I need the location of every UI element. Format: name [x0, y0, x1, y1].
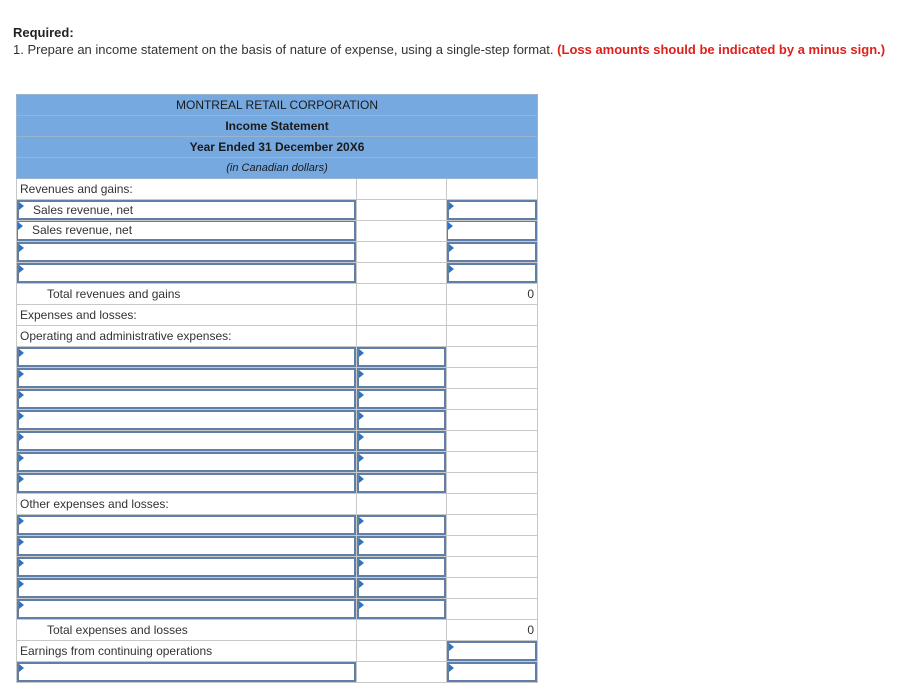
opex-account-select-4[interactable] [17, 410, 356, 430]
other-account-select-2[interactable] [17, 536, 356, 556]
earnings-label: Earnings from continuing operations [17, 641, 357, 662]
input-marker-icon [359, 433, 364, 441]
other-amount-input-3[interactable] [357, 557, 446, 577]
revenue-account-select-1[interactable] [17, 200, 356, 220]
revenue-amount-input-1[interactable] [447, 200, 537, 220]
earnings-amount-input[interactable] [447, 641, 537, 661]
table-row [17, 305, 538, 326]
dropdown-marker-icon [19, 580, 24, 588]
total-expenses-row [17, 620, 538, 641]
opex-label-cell-4 [17, 410, 357, 431]
opex-amount-input-6[interactable] [357, 452, 446, 472]
header-row-title [17, 116, 538, 137]
opex-amount-input-7[interactable] [357, 473, 446, 493]
other-label-cell-4 [17, 578, 357, 599]
total-revenues-value: 0 [447, 284, 538, 305]
opex-label-cell-2 [17, 368, 357, 389]
revenue-amount-input-3[interactable] [447, 242, 537, 262]
opex-account-select-3[interactable] [17, 389, 356, 409]
other-label-cell-3 [17, 557, 357, 578]
table-row [17, 599, 538, 620]
empty-cell [447, 347, 538, 368]
empty-cell [357, 662, 447, 683]
loss-note: (Loss amounts should be indicated by a minus sign.) [557, 42, 886, 57]
final-amount-input[interactable] [447, 662, 537, 682]
other-amount-cell-4 [357, 578, 447, 599]
other-label-cell-1 [17, 515, 357, 536]
empty-cell [447, 410, 538, 431]
opex-amount-cell-4 [357, 410, 447, 431]
empty-cell [447, 599, 538, 620]
empty-cell [447, 431, 538, 452]
opex-account-select-7[interactable] [17, 473, 356, 493]
empty-cell [447, 473, 538, 494]
table-row [17, 662, 538, 683]
currency-note: (in Canadian dollars) [17, 158, 538, 179]
other-amount-cell-3 [357, 557, 447, 578]
table-row [17, 536, 538, 557]
input-marker-icon [359, 580, 364, 588]
empty-cell [357, 641, 447, 662]
revenue-amount-input-2[interactable] [447, 221, 537, 241]
empty-cell [357, 305, 447, 326]
input-marker-icon [359, 538, 364, 546]
revenue-label-cell-4 [17, 263, 357, 284]
table-row [17, 221, 538, 242]
input-marker-icon [359, 601, 364, 609]
input-marker-icon [359, 370, 364, 378]
requirement-text [13, 41, 893, 58]
opex-account-select-1[interactable] [17, 347, 356, 367]
dropdown-marker-icon [19, 265, 24, 273]
revenue-account-value-2: Sales revenue, net [32, 223, 133, 237]
empty-cell [447, 305, 538, 326]
input-marker-icon [448, 222, 453, 230]
dropdown-marker-icon [19, 664, 24, 672]
revenue-account-select-3[interactable] [17, 242, 356, 262]
empty-cell [357, 200, 447, 221]
input-marker-icon [449, 202, 454, 210]
empty-cell [357, 620, 447, 641]
revenue-account-select-4[interactable] [17, 263, 356, 283]
revenue-account-value-1: Sales revenue, net [33, 203, 134, 217]
expenses-losses-label: Expenses and losses: [17, 305, 357, 326]
opex-amount-cell-5 [357, 431, 447, 452]
dropdown-marker-icon [19, 433, 24, 441]
empty-cell [447, 494, 538, 515]
revenue-amount-cell-2 [447, 221, 538, 242]
empty-cell [357, 326, 447, 347]
opex-label-cell-3 [17, 389, 357, 410]
empty-cell [447, 368, 538, 389]
other-account-select-3[interactable] [17, 557, 356, 577]
dropdown-marker-icon [19, 391, 24, 399]
dropdown-marker-icon [19, 538, 24, 546]
other-amount-input-2[interactable] [357, 536, 446, 556]
input-marker-icon [359, 517, 364, 525]
other-amount-input-5[interactable] [357, 599, 446, 619]
empty-cell [357, 221, 447, 242]
empty-cell [357, 263, 447, 284]
opex-amount-input-1[interactable] [357, 347, 446, 367]
other-label-cell-2 [17, 536, 357, 557]
empty-cell [447, 389, 538, 410]
dropdown-marker-icon [19, 244, 24, 252]
opex-label-cell-1 [17, 347, 357, 368]
requirement-instruction: 1. Prepare an income statement on the basis of nature of expense, using a single-step format. [13, 42, 554, 57]
revenues-gains-label: Revenues and gains: [17, 179, 357, 200]
table-row [17, 452, 538, 473]
total-revenues-row [17, 284, 538, 305]
required-heading: Required: [13, 25, 74, 40]
table-row [17, 494, 538, 515]
other-account-select-5[interactable] [17, 599, 356, 619]
dropdown-marker-icon [18, 222, 23, 230]
input-marker-icon [449, 643, 454, 651]
empty-cell [447, 179, 538, 200]
table-row [17, 578, 538, 599]
statement-period: Year Ended 31 December 20X6 [17, 137, 538, 158]
input-marker-icon [449, 265, 454, 273]
empty-cell [447, 515, 538, 536]
table-row [17, 515, 538, 536]
company-name: MONTREAL RETAIL CORPORATION [17, 95, 538, 116]
revenue-amount-cell-3 [447, 242, 538, 263]
opex-amount-input-2[interactable] [357, 368, 446, 388]
opex-label-cell-7 [17, 473, 357, 494]
total-expenses-label: Total expenses and losses [17, 620, 357, 641]
other-account-select-4[interactable] [17, 578, 356, 598]
dropdown-marker-icon [19, 370, 24, 378]
header-row-company [17, 95, 538, 116]
statement-title: Income Statement [17, 116, 538, 137]
empty-cell [357, 179, 447, 200]
empty-cell [447, 536, 538, 557]
input-marker-icon [449, 664, 454, 672]
empty-cell [447, 557, 538, 578]
opex-account-select-2[interactable] [17, 368, 356, 388]
empty-cell [447, 452, 538, 473]
dropdown-marker-icon [19, 202, 24, 210]
other-expenses-label: Other expenses and losses: [17, 494, 357, 515]
dropdown-marker-icon [19, 559, 24, 567]
earnings-amount-cell [447, 641, 538, 662]
revenue-label-cell-2 [17, 221, 357, 242]
other-amount-input-1[interactable] [357, 515, 446, 535]
operating-admin-label: Operating and administrative expenses: [17, 326, 357, 347]
table-row [17, 389, 538, 410]
table-row [17, 368, 538, 389]
table-row [17, 557, 538, 578]
requirement-block [13, 24, 893, 58]
empty-cell [447, 578, 538, 599]
total-revenues-label: Total revenues and gains [17, 284, 357, 305]
input-marker-icon [359, 559, 364, 567]
other-amount-cell-2 [357, 536, 447, 557]
opex-amount-cell-1 [357, 347, 447, 368]
revenue-amount-cell-4 [447, 263, 538, 284]
dropdown-marker-icon [19, 517, 24, 525]
opex-amount-cell-6 [357, 452, 447, 473]
table-row [17, 200, 538, 221]
opex-amount-input-4[interactable] [357, 410, 446, 430]
revenue-amount-input-4[interactable] [447, 263, 537, 283]
input-marker-icon [359, 454, 364, 462]
opex-amount-cell-7 [357, 473, 447, 494]
total-expenses-value: 0 [447, 620, 538, 641]
input-marker-icon [359, 412, 364, 420]
opex-amount-cell-3 [357, 389, 447, 410]
dropdown-marker-icon [19, 475, 24, 483]
table-row [17, 410, 538, 431]
final-account-select[interactable] [17, 662, 356, 682]
header-row-currency [17, 158, 538, 179]
other-amount-cell-1 [357, 515, 447, 536]
opex-label-cell-6 [17, 452, 357, 473]
opex-account-select-5[interactable] [17, 431, 356, 451]
header-row-period [17, 137, 538, 158]
other-amount-input-4[interactable] [357, 578, 446, 598]
empty-cell [357, 494, 447, 515]
final-amount-cell [447, 662, 538, 683]
table-row [17, 263, 538, 284]
opex-amount-input-3[interactable] [357, 389, 446, 409]
income-statement-table [16, 94, 538, 683]
input-marker-icon [359, 391, 364, 399]
dropdown-marker-icon [19, 601, 24, 609]
input-marker-icon [449, 244, 454, 252]
other-account-select-1[interactable] [17, 515, 356, 535]
opex-label-cell-5 [17, 431, 357, 452]
revenue-amount-cell-1 [447, 200, 538, 221]
table-row [17, 473, 538, 494]
input-marker-icon [359, 349, 364, 357]
table-row [17, 347, 538, 368]
dropdown-marker-icon [19, 412, 24, 420]
empty-cell [357, 284, 447, 305]
other-label-cell-5 [17, 599, 357, 620]
dropdown-marker-icon [19, 349, 24, 357]
opex-amount-cell-2 [357, 368, 447, 389]
final-label-cell [17, 662, 357, 683]
empty-cell [357, 242, 447, 263]
revenue-account-select-2[interactable] [17, 221, 356, 241]
table-row [17, 179, 538, 200]
other-amount-cell-5 [357, 599, 447, 620]
dropdown-marker-icon [19, 454, 24, 462]
empty-cell [447, 326, 538, 347]
table-row [17, 242, 538, 263]
opex-account-select-6[interactable] [17, 452, 356, 472]
input-marker-icon [359, 475, 364, 483]
table-row [17, 326, 538, 347]
revenue-label-cell-3 [17, 242, 357, 263]
opex-amount-input-5[interactable] [357, 431, 446, 451]
table-row [17, 431, 538, 452]
revenue-label-cell-1 [17, 200, 357, 221]
earnings-row [17, 641, 538, 662]
